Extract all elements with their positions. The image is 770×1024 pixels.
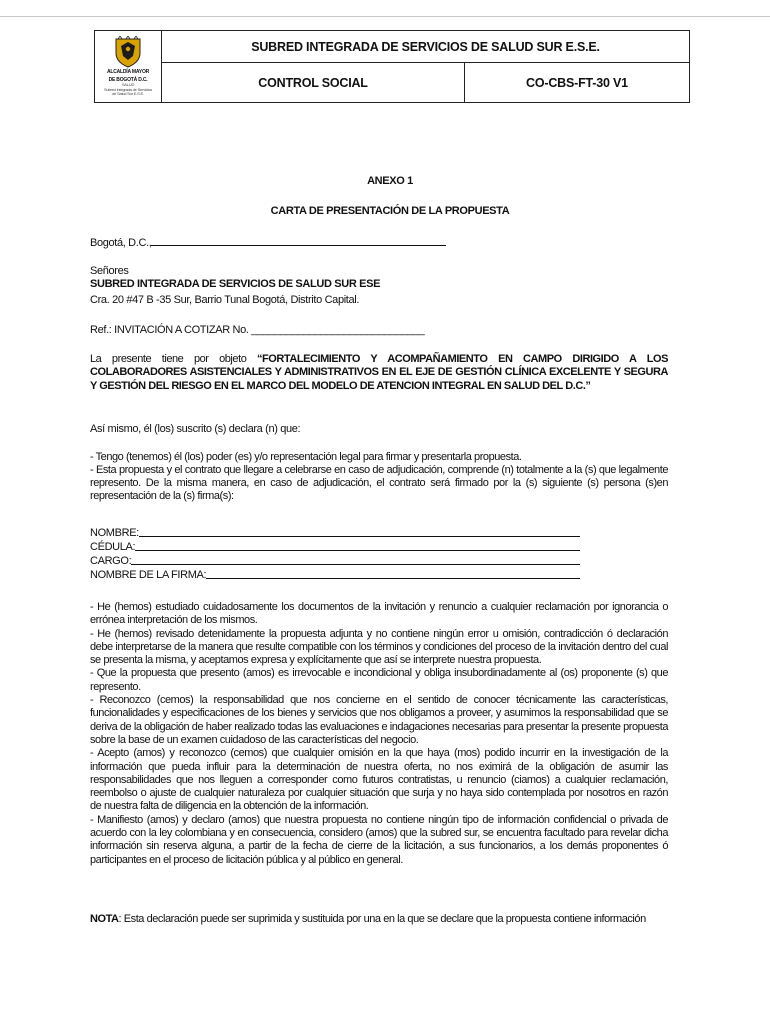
recipient-name: SUBRED INTEGRADA DE SERVICIOS DE SALUD SUR ESE: [90, 278, 381, 290]
logo-text-bogota: DE BOGOTÁ D.C.: [108, 76, 148, 83]
cargo-label: CARGO:: [90, 555, 132, 567]
note-text: : Esta declaración puede ser suprimida y sustituida por una en la que se declare que la propuesta contiene información: [118, 913, 646, 925]
recipient-address: Cra. 20 #47 B -35 Sur, Barrio Tunal Bogotá, Distrito Capital.: [90, 294, 360, 306]
object-intro: La presente tiene por objeto: [90, 353, 257, 365]
document-header-table: [94, 30, 690, 103]
page-top-rule: [0, 16, 770, 17]
place-label: Bogotá, D.C.,: [90, 237, 152, 249]
note-label: NOTA: [90, 913, 119, 925]
cedula-line[interactable]: [135, 549, 580, 551]
salutation: Señores: [90, 265, 129, 277]
place-date-line: [90, 234, 446, 250]
date-blank: [151, 234, 446, 246]
declaration-item: - Esta propuesta y el contrato que llegare a celebrarse en caso de adjudicación, comprende (n) totalmente a la (s) que legalmente represento. De la misma manera, en caso de adjudicación, el contrato será firmado por la (s) siguiente (s) persona (s)en representación de la (s) firma(s):: [90, 464, 668, 503]
logo-text-salud: SALUD: [121, 82, 135, 88]
logo-text-alcaldia: ALCALDÍA MAYOR: [106, 69, 150, 76]
reference-line: Ref.: INVITACIÓN A COTIZAR No. ______________________________: [90, 324, 425, 336]
declares-intro: Así mismo, él (los) suscrito (s) declara (n) que:: [90, 423, 301, 435]
nombre-field[interactable]: [90, 526, 580, 539]
declaration-item: - Reconozco (cemos) la responsabilidad que nos concierne en el sentido de conocer técnicamente las características, funcionalidades y especificaciones de los bienes y servicios que nos obligamos a proveer, y asumimos la responsabilidad que se deriva de la obligación de haber realizado todas las evaluaciones e indagaciones necesarias para presentar la presente propuesta sobre la base de un examen cuidadoso de las características del negocio.: [90, 694, 668, 746]
cedula-field[interactable]: [90, 540, 580, 553]
declaration-item: - He (hemos) estudiado cuidadosamente los documentos de la invitación y renuncio a cualquier reclamación por ignorancia o errónea interpretación de los mismos.: [90, 601, 668, 627]
firma-line[interactable]: [206, 577, 580, 579]
bogota-logo: [95, 36, 161, 97]
cedula-label: CÉDULA:: [90, 541, 136, 553]
cargo-line[interactable]: [131, 563, 580, 565]
letter-title: CARTA DE PRESENTACIÓN DE LA PROPUESTA: [270, 205, 510, 217]
firma-label: NOMBRE DE LA FIRMA:: [90, 569, 207, 581]
logo-text-subred-2: de Salud Sur E.S.E.: [112, 91, 144, 97]
logo-text-subred-1: Subred Integrada de Servicios: [103, 86, 152, 92]
declaration-item: - Manifiesto (amos) y declaro (amos) que nuestra propuesta no contiene ningún tipo de información confidencial o privada de acuerdo con la ley colombiana y en consecuencia, considero (amos) que la subred sur, se encuentra facultado para revelar dicha información sin reserva alguna, a partir de la fecha de cierre de la licitación, a sus funcionarios, a los demás proponentes ó participantes en el proceso de licitación pública y al público en general.: [90, 813, 668, 866]
entity-name: SUBRED INTEGRADA DE SERVICIOS DE SALUD SUR E.S.E.: [162, 31, 690, 63]
declarations-list-b: [90, 601, 668, 867]
declaration-item: - Que la propuesta que presento (amos) es irrevocable e incondicional y obliga insubordinadamente al (os) proponente (s) que represento.: [90, 667, 668, 693]
declaration-item: - Acepto (amos) y reconozco (cemos) que cualquier omisión en la que haya (mos) podido incurrir en la investigación de la información que pueda influir para la determinación de nuestra oferta, no nos eximirá de la obligación de asumir las responsabilidades que nos lleguen a corresponder como futuros contratistas, u renuncio (ciamos) a cualquier reclamación, reembolso o ajuste de cualquier naturaleza por cualquier situación que surja y no haya sido contemplada por nosotros en razón de nuestra falta de diligencia en la obtención de la información.: [90, 747, 668, 813]
logo-cell: [95, 31, 162, 103]
document-code: CO-CBS-FT-30 V1: [465, 63, 690, 103]
nombre-label: NOMBRE:: [90, 527, 139, 539]
coat-of-arms-icon: [113, 36, 143, 68]
declaration-item: - Tengo (tenemos) él (los) poder (es) y/o representación legal para firmar y presentarla propuesta.: [90, 451, 522, 463]
cargo-field[interactable]: [90, 554, 580, 567]
object-paragraph: [90, 353, 668, 393]
firma-field[interactable]: [90, 568, 580, 581]
note-paragraph: [90, 913, 668, 926]
object-text: “FORTALECIMIENTO Y ACOMPAÑAMIENTO EN CAMPO DIRIGIDO A LOS COLABORADORES ASISTENCIALES Y ADMINISTRATIVOS EN EL EJE DE GESTIÓN CLÍNICA EXCELENTE Y SEGURA Y GESTIÓN DEL RIESGO EN EL MARCO DEL MODELO DE ATENCION INTEGRAL EN SALUD DEL D.C.”: [90, 353, 668, 392]
annex-title: ANEXO 1: [367, 175, 413, 187]
process-name: CONTROL SOCIAL: [162, 63, 465, 103]
nombre-line[interactable]: [139, 535, 580, 537]
declaration-item: - He (hemos) revisado detenidamente la propuesta adjunta y no contiene ningún error u omisión, contradicción ó declaración debe interpretarse de la manera que resulte compatible con los términos y condiciones del proceso de la invitación dentro del cual se presenta la misma, y aceptamos expresa y explícitamente que así se interprete nuestra propuesta.: [90, 627, 668, 667]
declarations-list-a: [90, 451, 668, 503]
